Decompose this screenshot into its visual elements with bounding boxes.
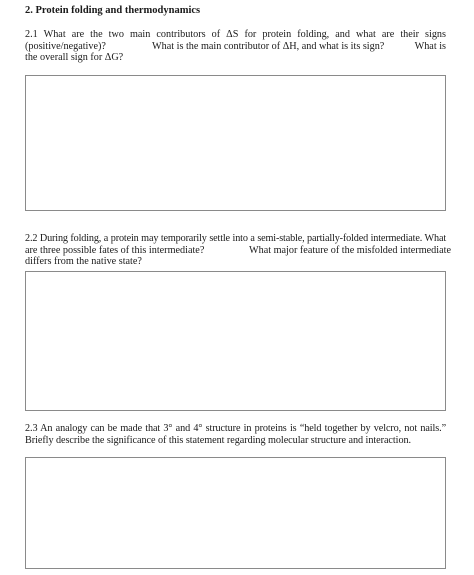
section-title: 2. Protein folding and thermodynamics [25,5,201,16]
question-2-1-text [25,29,446,64]
question-text-segment: 2.3 An analogy can be made that 3° and 4° structure in proteins is “held together by velcro, not nails.” [25,423,446,434]
question-text-segment: are three possible fates of this intermediate? [25,244,205,256]
answer-box-2-3[interactable] [25,457,446,569]
question-text-line [25,256,446,268]
answer-box-2-2[interactable] [25,271,446,411]
question-2-2-text [25,233,451,268]
answer-box-2-1[interactable] [25,75,446,211]
question-text-line [25,435,446,447]
question-text-line [25,423,446,435]
question-text-segment: (positive/negative)? [25,40,106,52]
question-text-line [25,233,446,245]
question-text-line [25,41,446,53]
question-text-segment: the overall sign for ΔG? [25,52,124,64]
question-text-segment: Briefly describe the significance of this statement regarding molecular structure and interaction. [25,434,412,446]
question-text-segment: differs from the native state? [25,256,142,268]
question-text-line [25,52,446,64]
question-text-segment: What is [414,40,446,52]
question-text-segment: 2.1 What are the two main contributors of ΔS for protein folding, and what are their signs [25,29,446,40]
question-2-3-text [25,423,446,446]
question-text-segment: What is the main contributor of ΔH, and what is its sign? [152,40,385,52]
question-text-segment: What major feature of the misfolded intermediate [249,244,451,256]
question-text-segment: 2.2 During folding, a protein may temporarily settle into a semi-stable, partially-folded intermediate. What [25,233,446,244]
question-text-line [25,29,446,41]
question-text-line [25,244,451,257]
